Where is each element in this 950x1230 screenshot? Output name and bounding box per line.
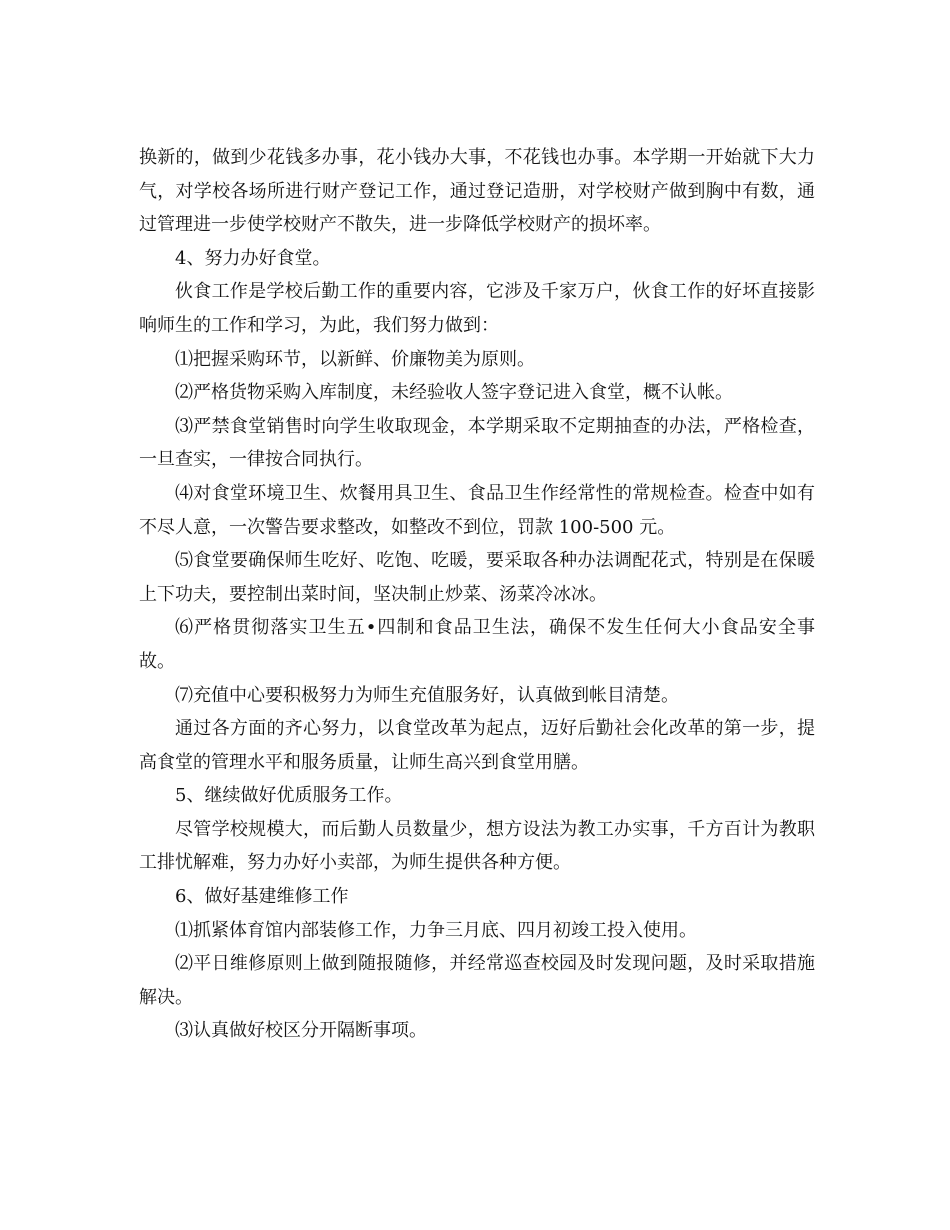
list-item-8: ⑴抓紧体育馆内部装修工作，力争三月底、四月初竣工投入使用。 [175,919,697,941]
paragraph-11: 通过各方面的齐心努力，以食堂改革为起点，迈好后勤社会化改革的第一步，提高食堂的管理水平和服务质量，让师生高兴到食堂用膳。 [139,718,815,773]
list-item-5: ⑸食堂要确保师生吃好、吃饱、吃暖，要采取各种办法调配花式，特别是在保暖上下功夫，要控制出菜时间，坚决制止炒菜、汤菜冷冰冰。 [139,550,815,605]
paragraph-1: 换新的，做到少花钱多办事，花小钱办大事，不花钱也办事。本学期一开始就下大力气，对学校各场所进行财产登记工作，通过登记造册，对学校财产做到胸中有数，通过管理进一步使学校财产不散失，进一步降低学校财产的损坏率。 [139,147,815,236]
list-item-7: ⑺充值中心要积极努力为师生充值服务好，认真做到帐目清楚。 [175,684,679,706]
list-item-1: ⑴把握采购环节，以新鲜、价廉物美为原则。 [175,348,535,370]
heading-section-5: 5、继续做好优质服务工作。 [175,785,403,807]
list-item-3: ⑶严禁食堂销售时向学生收取现金，本学期采取不定期抽查的办法，严格检查，一旦查实，一律按合同执行。 [139,415,815,471]
list-item-6: ⑹严格贯彻落实卫生五•四制和食品卫生法，确保不发生任何大小食品安全事故。 [139,617,815,672]
list-item-4: ⑷对食堂环境卫生、炊餐用具卫生、食品卫生作经常性的常规检查。检查中如有不尽人意，一次警告要求整改，如整改不到位，罚款 100-500 元。 [139,482,815,538]
list-item-9: ⑵平日维修原则上做到随报随修，并经常巡查校园及时发现问题，及时采取措施解决。 [139,953,815,1008]
heading-section-6: 6、做好基建维修工作 [175,886,349,908]
paragraph-3: 伙食工作是学校后勤工作的重要内容，它涉及千家万户，伙食工作的好坏直接影响师生的工作和学习，为此，我们努力做到： [139,281,815,336]
paragraph-13: 尽管学校规模大，而后勤人员数量少，想方设法为教工办实事，千方百计为教职工排忧解难，努力办好小卖部，为师生提供各种方便。 [139,818,815,874]
heading-section-4: 4、努力办好食堂。 [175,247,331,269]
list-item-10: ⑶认真做好校区分开隔断事项。 [175,1020,427,1042]
list-item-2: ⑵严格货物采购入库制度，未经验收人签字登记进入食堂，概不认帐。 [175,382,733,404]
document-body [139,141,815,1048]
